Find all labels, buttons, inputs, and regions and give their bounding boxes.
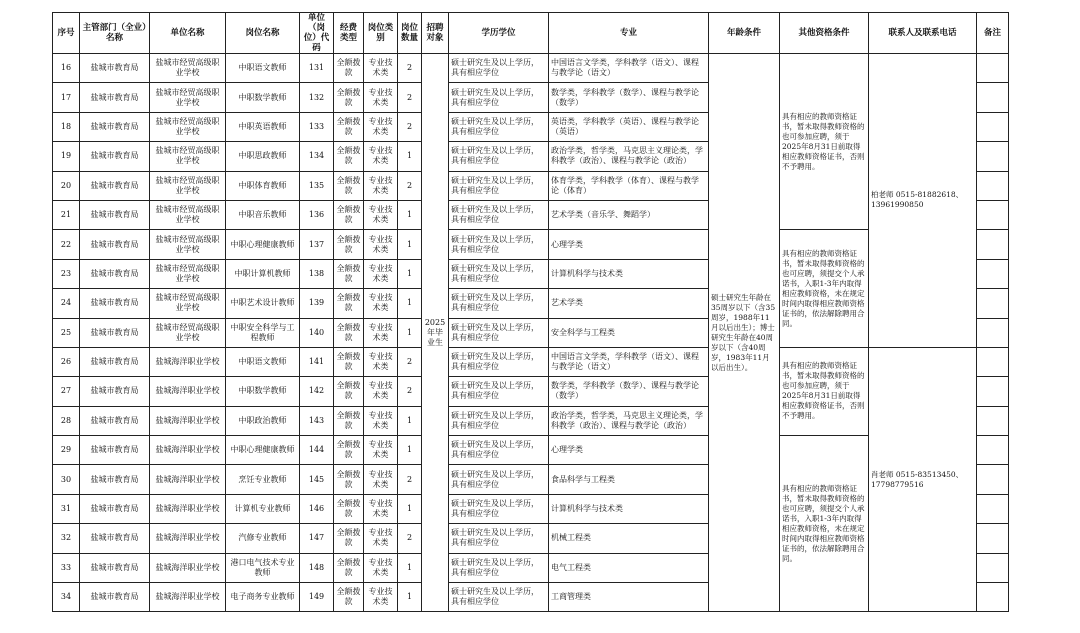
post-cell: 中职计算机教师	[226, 259, 300, 288]
count-cell: 1	[398, 259, 422, 288]
dept-cell: 盐城市教育局	[80, 171, 150, 200]
table-row	[53, 230, 1009, 259]
dept-cell: 盐城市教育局	[80, 436, 150, 465]
code-cell: 132	[300, 83, 334, 112]
unit-cell: 盐城海洋职业学校	[150, 465, 226, 494]
category-cell: 专业技术类	[364, 406, 398, 435]
fund-cell: 全额拨款	[334, 171, 364, 200]
count-cell: 1	[398, 142, 422, 171]
category-cell: 专业技术类	[364, 171, 398, 200]
col-header: 岗位名称	[226, 13, 300, 54]
row-number: 26	[53, 347, 80, 376]
code-cell: 145	[300, 465, 334, 494]
education-cell: 硕士研究生及以上学历，具有相应学位	[449, 289, 549, 318]
post-cell: 中职英语教师	[226, 112, 300, 141]
education-cell: 硕士研究生及以上学历，具有相应学位	[449, 465, 549, 494]
education-cell: 硕士研究生及以上学历，具有相应学位	[449, 377, 549, 406]
unit-cell: 盐城海洋职业学校	[150, 347, 226, 376]
post-cell: 烹饪专业教师	[226, 465, 300, 494]
major-cell: 机械工程类	[549, 524, 709, 553]
col-header: 招聘对象	[422, 13, 449, 54]
row-number: 29	[53, 436, 80, 465]
remarks-cell	[977, 200, 1009, 229]
category-cell: 专业技术类	[364, 465, 398, 494]
row-number: 17	[53, 83, 80, 112]
dept-cell: 盐城市教育局	[80, 318, 150, 347]
code-cell: 148	[300, 553, 334, 582]
remarks-cell	[977, 259, 1009, 288]
category-cell: 专业技术类	[364, 83, 398, 112]
category-cell: 专业技术类	[364, 494, 398, 523]
category-cell: 专业技术类	[364, 230, 398, 259]
count-cell: 2	[398, 524, 422, 553]
major-cell: 食品科学与工程类	[549, 465, 709, 494]
fund-cell: 全额拨款	[334, 318, 364, 347]
col-header: 年龄条件	[709, 13, 780, 54]
education-cell: 硕士研究生及以上学历，具有相应学位	[449, 347, 549, 376]
post-cell: 计算机专业教师	[226, 494, 300, 523]
dept-cell: 盐城市教育局	[80, 230, 150, 259]
code-cell: 140	[300, 318, 334, 347]
unit-cell: 盐城海洋职业学校	[150, 377, 226, 406]
dept-cell: 盐城市教育局	[80, 289, 150, 318]
post-cell: 中职心理健康教师	[226, 230, 300, 259]
code-cell: 133	[300, 112, 334, 141]
row-number: 18	[53, 112, 80, 141]
count-cell: 1	[398, 200, 422, 229]
remarks-cell	[977, 436, 1009, 465]
major-cell: 政治学类，哲学类，马克思主义理论类，学科教学（政治）、课程与教学论（政治）	[549, 406, 709, 435]
post-cell: 中职心理健康教师	[226, 436, 300, 465]
col-header: 岗位类别	[364, 13, 398, 54]
major-cell: 艺术学类（音乐学、舞蹈学）	[549, 200, 709, 229]
education-cell: 硕士研究生及以上学历，具有相应学位	[449, 436, 549, 465]
remarks-cell	[977, 377, 1009, 406]
remarks-cell	[977, 406, 1009, 435]
row-number: 21	[53, 200, 80, 229]
fund-cell: 全额拨款	[334, 259, 364, 288]
dept-cell: 盐城市教育局	[80, 142, 150, 171]
post-cell: 中职艺术设计教师	[226, 289, 300, 318]
dept-cell: 盐城市教育局	[80, 524, 150, 553]
unit-cell: 盐城市经贸高级职业学校	[150, 318, 226, 347]
count-cell: 2	[398, 347, 422, 376]
table-row	[53, 347, 1009, 376]
category-cell: 专业技术类	[364, 200, 398, 229]
category-cell: 专业技术类	[364, 54, 398, 83]
post-cell: 中职音乐教师	[226, 200, 300, 229]
remarks-cell	[977, 83, 1009, 112]
post-cell: 中职语文教师	[226, 347, 300, 376]
count-cell: 1	[398, 553, 422, 582]
category-cell: 专业技术类	[364, 377, 398, 406]
count-cell: 2	[398, 377, 422, 406]
fund-cell: 全额拨款	[334, 200, 364, 229]
col-header: 岗位数量	[398, 13, 422, 54]
unit-cell: 盐城海洋职业学校	[150, 583, 226, 612]
row-number: 25	[53, 318, 80, 347]
category-cell: 专业技术类	[364, 583, 398, 612]
dept-cell: 盐城市教育局	[80, 83, 150, 112]
target-cell: 2025年毕业生	[422, 54, 449, 612]
major-cell: 工商管理类	[549, 583, 709, 612]
recruitment-table	[52, 12, 1009, 612]
code-cell: 138	[300, 259, 334, 288]
category-cell: 专业技术类	[364, 524, 398, 553]
post-cell: 中职数学教师	[226, 83, 300, 112]
dept-cell: 盐城市教育局	[80, 200, 150, 229]
row-number: 19	[53, 142, 80, 171]
code-cell: 142	[300, 377, 334, 406]
education-cell: 硕士研究生及以上学历，具有相应学位	[449, 54, 549, 83]
col-header: 学历学位	[449, 13, 549, 54]
row-number: 28	[53, 406, 80, 435]
fund-cell: 全额拨款	[334, 524, 364, 553]
unit-cell: 盐城市经贸高级职业学校	[150, 259, 226, 288]
major-cell: 计算机科学与技术类	[549, 494, 709, 523]
education-cell: 硕士研究生及以上学历，具有相应学位	[449, 83, 549, 112]
post-cell: 港口电气技术专业教师	[226, 553, 300, 582]
code-cell: 136	[300, 200, 334, 229]
col-header: 其他资格条件	[780, 13, 869, 54]
count-cell: 2	[398, 465, 422, 494]
remarks-cell	[977, 553, 1009, 582]
age-cell: 硕士研究生年龄在35周岁以下（含35周岁，1988年11月以后出生）；博士研究生年龄在40周岁以下（含40周岁，1983年11月以后出生）。	[709, 54, 780, 612]
count-cell: 2	[398, 83, 422, 112]
fund-cell: 全额拨款	[334, 494, 364, 523]
qualification-cell: 具有相应的教师资格证书，暂未取得教师资格的也可参加应聘，须于2025年8月31日前取得相应教师资格证书，否则不予聘用。	[780, 54, 869, 230]
col-header: 备注	[977, 13, 1009, 54]
post-cell: 中职体育教师	[226, 171, 300, 200]
unit-cell: 盐城市经贸高级职业学校	[150, 83, 226, 112]
remarks-cell	[977, 494, 1009, 523]
major-cell: 心理学类	[549, 230, 709, 259]
col-header: 单位名称	[150, 13, 226, 54]
code-cell: 143	[300, 406, 334, 435]
major-cell: 数学类，学科教学（数学）、课程与教学论（数学）	[549, 83, 709, 112]
row-number: 23	[53, 259, 80, 288]
category-cell: 专业技术类	[364, 259, 398, 288]
fund-cell: 全额拨款	[334, 112, 364, 141]
row-number: 33	[53, 553, 80, 582]
education-cell: 硕士研究生及以上学历，具有相应学位	[449, 142, 549, 171]
qualification-cell: 具有相应的教师资格证书，暂未取得教师资格的也可应聘，须提交个人承诺书，入职1-3年内取得相应教师资格，未在规定时间内取得相应教师资格证书的，依法解除聘用合同。	[780, 230, 869, 348]
remarks-cell	[977, 142, 1009, 171]
remarks-cell	[977, 54, 1009, 83]
count-cell: 1	[398, 289, 422, 318]
dept-cell: 盐城市教育局	[80, 54, 150, 83]
count-cell: 2	[398, 171, 422, 200]
education-cell: 硕士研究生及以上学历，具有相应学位	[449, 406, 549, 435]
col-header: 单位（岗位）代码	[300, 13, 334, 54]
table-row	[53, 436, 1009, 465]
fund-cell: 全额拨款	[334, 347, 364, 376]
count-cell: 1	[398, 406, 422, 435]
post-cell: 中职语文教师	[226, 54, 300, 83]
post-cell: 电子商务专业教师	[226, 583, 300, 612]
qualification-cell: 具有相应的教师资格证书，暂未取得教师资格的也可参加应聘，须于2025年8月31日前取得相应教师资格证书，否则不予聘用。	[780, 347, 869, 435]
major-cell: 英语类，学科教学（英语）、课程与教学论（英语）	[549, 112, 709, 141]
unit-cell: 盐城市经贸高级职业学校	[150, 171, 226, 200]
category-cell: 专业技术类	[364, 112, 398, 141]
education-cell: 硕士研究生及以上学历，具有相应学位	[449, 112, 549, 141]
header-row	[53, 13, 1009, 54]
unit-cell: 盐城海洋职业学校	[150, 436, 226, 465]
row-number: 16	[53, 54, 80, 83]
fund-cell: 全额拨款	[334, 289, 364, 318]
category-cell: 专业技术类	[364, 142, 398, 171]
category-cell: 专业技术类	[364, 436, 398, 465]
major-cell: 体育学类，学科教学（体育）、课程与教学论（体育）	[549, 171, 709, 200]
dept-cell: 盐城市教育局	[80, 406, 150, 435]
education-cell: 硕士研究生及以上学历，具有相应学位	[449, 583, 549, 612]
count-cell: 1	[398, 230, 422, 259]
fund-cell: 全额拨款	[334, 583, 364, 612]
category-cell: 专业技术类	[364, 289, 398, 318]
remarks-cell	[977, 347, 1009, 376]
count-cell: 1	[398, 436, 422, 465]
major-cell: 艺术学类	[549, 289, 709, 318]
row-number: 34	[53, 583, 80, 612]
contact-cell: 肖老师 0515-83513450、17798779516	[869, 347, 977, 612]
major-cell: 电气工程类	[549, 553, 709, 582]
unit-cell: 盐城市经贸高级职业学校	[150, 230, 226, 259]
post-cell: 中职思政教师	[226, 142, 300, 171]
unit-cell: 盐城海洋职业学校	[150, 524, 226, 553]
education-cell: 硕士研究生及以上学历，具有相应学位	[449, 230, 549, 259]
dept-cell: 盐城市教育局	[80, 112, 150, 141]
col-header: 专业	[549, 13, 709, 54]
dept-cell: 盐城市教育局	[80, 465, 150, 494]
row-number: 22	[53, 230, 80, 259]
education-cell: 硕士研究生及以上学历，具有相应学位	[449, 200, 549, 229]
post-cell: 中职安全科学与工程教师	[226, 318, 300, 347]
post-cell: 汽修专业教师	[226, 524, 300, 553]
count-cell: 1	[398, 583, 422, 612]
category-cell: 专业技术类	[364, 318, 398, 347]
fund-cell: 全额拨款	[334, 230, 364, 259]
education-cell: 硕士研究生及以上学历，具有相应学位	[449, 318, 549, 347]
unit-cell: 盐城市经贸高级职业学校	[150, 112, 226, 141]
education-cell: 硕士研究生及以上学历，具有相应学位	[449, 494, 549, 523]
education-cell: 硕士研究生及以上学历，具有相应学位	[449, 553, 549, 582]
row-number: 20	[53, 171, 80, 200]
count-cell: 2	[398, 112, 422, 141]
fund-cell: 全额拨款	[334, 436, 364, 465]
col-header: 主管部门（全业）名称	[80, 13, 150, 54]
fund-cell: 全额拨款	[334, 54, 364, 83]
education-cell: 硕士研究生及以上学历，具有相应学位	[449, 524, 549, 553]
recruitment-table-page	[52, 12, 1009, 612]
code-cell: 131	[300, 54, 334, 83]
code-cell: 135	[300, 171, 334, 200]
unit-cell: 盐城市经贸高级职业学校	[150, 289, 226, 318]
row-number: 27	[53, 377, 80, 406]
major-cell: 政治学类，哲学类，马克思主义理论类，学科教学（政治）、课程与教学论（政治）	[549, 142, 709, 171]
remarks-cell	[977, 112, 1009, 141]
table-body	[53, 54, 1009, 612]
contact-cell: 柏老师 0515-81882618、13961990850	[869, 54, 977, 348]
dept-cell: 盐城市教育局	[80, 377, 150, 406]
code-cell: 137	[300, 230, 334, 259]
remarks-cell	[977, 230, 1009, 259]
major-cell: 数学类，学科教学（数学）、课程与教学论（数学）	[549, 377, 709, 406]
code-cell: 147	[300, 524, 334, 553]
table-row	[53, 54, 1009, 83]
code-cell: 134	[300, 142, 334, 171]
row-number: 32	[53, 524, 80, 553]
fund-cell: 全额拨款	[334, 465, 364, 494]
remarks-cell	[977, 289, 1009, 318]
col-header: 联系人及联系电话	[869, 13, 977, 54]
remarks-cell	[977, 465, 1009, 494]
dept-cell: 盐城市教育局	[80, 259, 150, 288]
major-cell: 心理学类	[549, 436, 709, 465]
code-cell: 146	[300, 494, 334, 523]
col-header: 经费类型	[334, 13, 364, 54]
post-cell: 中职政治教师	[226, 406, 300, 435]
category-cell: 专业技术类	[364, 553, 398, 582]
dept-cell: 盐城市教育局	[80, 494, 150, 523]
major-cell: 安全科学与工程类	[549, 318, 709, 347]
unit-cell: 盐城市经贸高级职业学校	[150, 54, 226, 83]
unit-cell: 盐城市经贸高级职业学校	[150, 142, 226, 171]
code-cell: 141	[300, 347, 334, 376]
col-header: 序号	[53, 13, 80, 54]
qualification-cell: 具有相应的教师资格证书，暂未取得教师资格的也可应聘，须提交个人承诺书，入职1-3年内取得相应教师资格，未在规定时间内取得相应教师资格证书的，依法解除聘用合同。	[780, 436, 869, 612]
remarks-cell	[977, 583, 1009, 612]
fund-cell: 全额拨款	[334, 377, 364, 406]
fund-cell: 全额拨款	[334, 142, 364, 171]
unit-cell: 盐城海洋职业学校	[150, 406, 226, 435]
count-cell: 1	[398, 318, 422, 347]
code-cell: 144	[300, 436, 334, 465]
row-number: 31	[53, 494, 80, 523]
education-cell: 硕士研究生及以上学历，具有相应学位	[449, 171, 549, 200]
dept-cell: 盐城市教育局	[80, 347, 150, 376]
row-number: 24	[53, 289, 80, 318]
remarks-cell	[977, 524, 1009, 553]
major-cell: 中国语言文学类，学科教学（语文）、课程与教学论（语文）	[549, 347, 709, 376]
education-cell: 硕士研究生及以上学历，具有相应学位	[449, 259, 549, 288]
row-number: 30	[53, 465, 80, 494]
unit-cell: 盐城市经贸高级职业学校	[150, 200, 226, 229]
dept-cell: 盐城市教育局	[80, 553, 150, 582]
remarks-cell	[977, 318, 1009, 347]
major-cell: 计算机科学与技术类	[549, 259, 709, 288]
code-cell: 139	[300, 289, 334, 318]
unit-cell: 盐城海洋职业学校	[150, 494, 226, 523]
remarks-cell	[977, 171, 1009, 200]
major-cell: 中国语言文学类，学科教学（语文）、课程与教学论（语文）	[549, 54, 709, 83]
fund-cell: 全额拨款	[334, 83, 364, 112]
code-cell: 149	[300, 583, 334, 612]
fund-cell: 全额拨款	[334, 553, 364, 582]
count-cell: 2	[398, 54, 422, 83]
fund-cell: 全额拨款	[334, 406, 364, 435]
category-cell: 专业技术类	[364, 347, 398, 376]
dept-cell: 盐城市教育局	[80, 583, 150, 612]
count-cell: 1	[398, 494, 422, 523]
unit-cell: 盐城海洋职业学校	[150, 553, 226, 582]
post-cell: 中职数学教师	[226, 377, 300, 406]
